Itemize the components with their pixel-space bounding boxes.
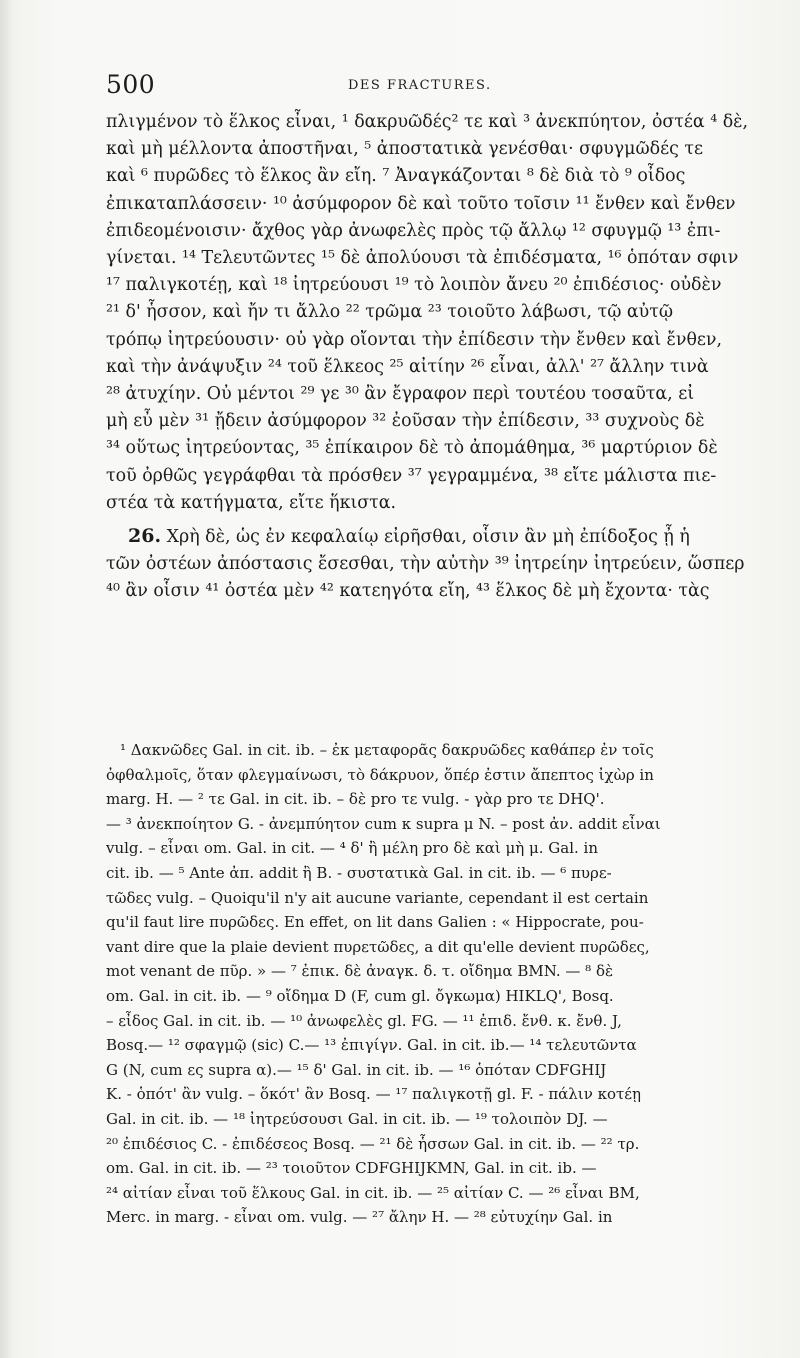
footnote-line: τῶδες vulg. – Quoiqu'il n'y ait aucune variante, cependant il est certain <box>106 888 649 907</box>
footnote-line: Gal. in cit. ib. — ¹⁸ ἰητρεύσουσι Gal. in cit. ib. — ¹⁹ τολοιπὸν DJ. — <box>106 1109 608 1128</box>
footnote-line: — ³ ἀνεκποίητον G. - ἀνεμπύητον cum κ supra μ N. – post ἀν. addit εἶναι <box>106 814 661 833</box>
footnote-line: ὀφθαλμοῖς, ὅταν φλεγμαίνωσι, τὸ δάκρυον, ὅπέρ ἐστιν ἄπεπτος ἰχὼρ in <box>106 765 654 784</box>
section-text: Χρὴ δὲ, ὡς ἐν κεφαλαίῳ εἰρῆσθαι, οἷσιν ἂν μὴ ἐπίδοξος ᾖ ἡ <box>166 527 690 548</box>
footnote-line: cit. ib. — ⁵ Ante ἀπ. addit ἢ B. - συστατικὰ Gal. in cit. ib. — ⁶ πυρε- <box>106 863 612 882</box>
footnote-line: ¹ Δακνῶδες Gal. in cit. ib. – ἐκ μεταφορᾶς δακρυῶδες καθάπερ ἐν τοῖς <box>120 741 654 759</box>
footnote-line: Merc. in marg. - εἶναι om. vulg. — ²⁷ ἄλην H. — ²⁸ εὐτυχίην Gal. in <box>106 1208 613 1227</box>
text-line: ²⁸ ἀτυχίην. Οὐ μέντοι ²⁹ γε ³⁰ ἂν ἔγραφον περὶ τουτέου τοσαῦτα, εἰ <box>106 384 695 405</box>
footnote-line: mot venant de πῦρ. » — ⁷ ἐπικ. δὲ ἀναγκ. δ. τ. οἴδημα BMN. — ⁸ δὲ <box>106 962 614 981</box>
footnote-line: marg. H. — ² τε Gal. in cit. ib. – δὲ pro τε vulg. - γὰρ pro τε DHQ'. <box>106 790 605 809</box>
footnote-line: K. - ὁπότ' ἂν vulg. – ὅκότ' ἂν Bosq. — ¹⁷ παλιγκοτῇ gl. F. - πάλιν κοτέῃ <box>106 1085 642 1104</box>
footnote-line: ²⁴ αἰτίαν εἶναι τοῦ ἕλκους Gal. in cit. ib. — ²⁵ αἰτίαν C. — ²⁶ εἶναι BM, <box>106 1183 640 1202</box>
text-line: ³⁴ οὕτως ἰητρεύοντας, ³⁵ ἐπίκαιρον δὲ τὸ ἀπομάθημα, ³⁶ μαρτύριον δὲ <box>106 438 718 459</box>
text-line: ἐπιδεομένοισιν· ἄχθος γὰρ ἀνωφελὲς πρὸς τῷ ἄλλῳ ¹² σφυγμῷ ¹³ ἐπι- <box>106 220 721 241</box>
text-line: καὶ ⁶ πυρῶδες τὸ ἕλκος ἂν εἴη. ⁷ Ἀναγκάζονται ⁸ δὲ διὰ τὸ ⁹ οἶδος <box>106 166 686 187</box>
text-line: μὴ εὖ μὲν ³¹ ᾔδειν ἀσύμφορον ³² ἐοῦσαν τὴν ἐπίδεσιν, ³³ συχνοὺς δὲ <box>106 411 705 432</box>
text-line: ²¹ δ' ἧσσον, καὶ ἤν τι ἄλλο ²² τρῶμα ²³ τοιοῦτο λάβωσι, τῷ αὐτῷ <box>106 302 674 323</box>
page-header <box>106 70 770 102</box>
text-line: τρόπῳ ἰητρεύουσιν· οὐ γὰρ οἴονται τὴν ἐπίδεσιν τὴν ἔνθεν καὶ ἔνθεν, <box>106 329 723 350</box>
text-line: γίνεται. ¹⁴ Τελευτῶντες ¹⁵ δὲ ἀπολύουσι τὰ ἐπιδέσματα, ¹⁶ ὁπόταν σφιν <box>106 248 739 269</box>
text-line: τῶν ὀστέων ἀπόστασις ἔσεσθαι, τὴν αὐτὴν ³⁹ ἰητρείην ἰητρεύειν, ὥσπερ <box>106 554 745 575</box>
footnote-line: – εἶδος Gal. in cit. ib. — ¹⁰ ἀνωφελὲς gl. FG. — ¹¹ ἐπιδ. ἔνθ. κ. ἔνθ. J, <box>106 1011 622 1030</box>
section-number: 26. <box>128 525 162 548</box>
footnotes <box>106 738 770 1230</box>
section-26-first-line <box>106 523 770 551</box>
page-number: 500 <box>106 70 156 99</box>
main-greek-text <box>106 109 770 606</box>
footnote-line: Bosq.— ¹² σφαγμῷ (sic) C.— ¹³ ἐπιγίγν. Gal. in cit. ib.— ¹⁴ τελευτῶντα <box>106 1036 637 1055</box>
text-line: καὶ μὴ μέλλοντα ἀποστῆναι, ⁵ ἀποστατικὰ γενέσθαι· σφυγμῶδές τε <box>106 139 704 160</box>
footnote-line: vant dire que la plaie devient πυρετῶδες, a dit qu'elle devient πυρῶδες, <box>106 937 650 956</box>
text-line: ἐπικαταπλάσσειν· ¹⁰ ἀσύμφορον δὲ καὶ τοῦτο τοῖσιν ¹¹ ἔνθεν καὶ ἔνθεν <box>106 193 736 214</box>
footnote-line: om. Gal. in cit. ib. — ²³ τοιοῦτον CDFGHIJKMN, Gal. in cit. ib. — <box>106 1159 597 1178</box>
footnote-line: ²⁰ ἐπιδέσιος C. - ἐπιδέσεος Bosq. — ²¹ δὲ ἧσσων Gal. in cit. ib. — ²² τρ. <box>106 1134 640 1153</box>
footnote-line: qu'il faut lire πυρῶδες. En effet, on lit dans Galien : « Hippocrate, pou- <box>106 913 644 932</box>
text-line: καὶ τὴν ἀνάψυξιν ²⁴ τοῦ ἕλκεος ²⁵ αἰτίην ²⁶ εἶναι, ἀλλ' ²⁷ ἄλλην τινὰ <box>106 356 709 377</box>
text-line: ¹⁷ παλιγκοτέῃ, καὶ ¹⁸ ἰητρεύουσι ¹⁹ τὸ λοιπὸν ἄνευ ²⁰ ἐπιδέσιος· οὐδὲν <box>106 275 722 296</box>
text-line: τοῦ ὀρθῶς γεγράφθαι τὰ πρόσθεν ³⁷ γεγραμμένα, ³⁸ εἴτε μάλιστα πιε- <box>106 465 717 486</box>
text-line: στέα τὰ κατήγματα, εἴτε ἥκιστα. <box>106 492 397 513</box>
page-fold-shadow <box>0 0 14 1358</box>
footnote-line: vulg. – εἶναι om. Gal. in cit. — ⁴ δ' ἢ μέλη pro δὲ καὶ μὴ μ. Gal. in <box>106 839 599 858</box>
text-line: ⁴⁰ ἂν οἷσιν ⁴¹ ὀστέα μὲν ⁴² κατεηγότα εἴη, ⁴³ ἕλκος δὲ μὴ ἔχοντα· τὰς <box>106 581 710 602</box>
footnote-line: om. Gal. in cit. ib. — ⁹ οἴδημα D (F, cum gl. ὄγκωμα) HIKLQ', Bosq. <box>106 986 614 1005</box>
footnote-line: G (N, cum ες supra α).— ¹⁵ δ' Gal. in cit. ib. — ¹⁶ ὁπόταν CDFGHIJ <box>106 1060 607 1079</box>
running-title: DES FRACTURES. <box>348 78 492 93</box>
text-line: πλιγμένον τὸ ἕλκος εἶναι, ¹ δακρυῶδές² τε καὶ ³ ἀνεκπύητον, ὀστέα ⁴ δὲ, <box>106 112 749 132</box>
